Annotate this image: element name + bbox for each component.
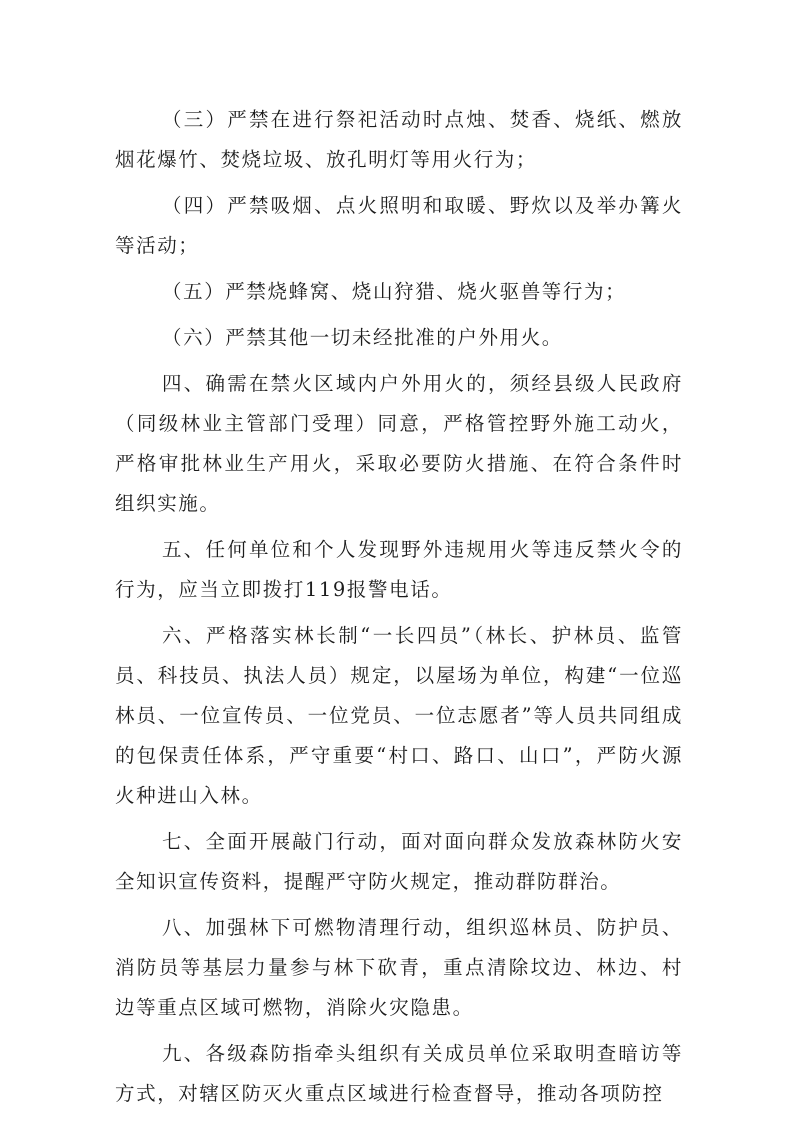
item-5: （五）严禁烧蜂窝、烧山狩猎、烧火驱兽等行为； — [162, 280, 627, 303]
document-body — [115, 100, 683, 1120]
section-8: 八、加强林下可燃物清理行动，组织巡林员、防护员、消防员等基层力量参与林下砍青，重点清除坟边、林边、村边等重点区域可燃物，消除火灾隐患。 — [115, 916, 683, 1019]
item-3: （三）严禁在进行祭祀活动时点烛、焚香、烧纸、燃放烟花爆竹、焚烧垃圾、放孔明灯等用火行为； — [115, 108, 683, 171]
section-7: 七、全面开展敲门行动，面对面向群众发放森林防火安全知识宣传资料，提醒严守防火规定，推动群防群治。 — [115, 830, 683, 893]
section-6: 六、严格落实林长制“一长四员”（林长、护林员、监管员、科技员、执法人员）规定，以屋场为单位，构建“一位巡林员、一位宣传员、一位党员、一位志愿者”等人员共同组成的包保责任体系，严守重要“村口、路口、山口”，严防火源火种进山入林。 — [115, 624, 683, 807]
section-5: 五、任何单位和个人发现野外违规用火等违反禁火令的行为，应当立即拨打119报警电话。 — [115, 538, 683, 601]
item-4: （四）严禁吸烟、点火照明和取暖、野炊以及举办篝火等活动； — [115, 194, 683, 257]
item-6: （六）严禁其他一切未经批准的户外用火。 — [162, 326, 563, 349]
section-9: 九、各级森防指牵头组织有关成员单位采取明查暗访等方式，对辖区防灭火重点区域进行检查督导，推动各项防控 — [115, 1042, 683, 1105]
section-4: 四、确需在禁火区域内户外用火的，须经县级人民政府（同级林业主管部门受理）同意，严格管控野外施工动火，严格审批林业生产用火，采取必要防火措施、在符合条件时组织实施。 — [115, 372, 683, 515]
